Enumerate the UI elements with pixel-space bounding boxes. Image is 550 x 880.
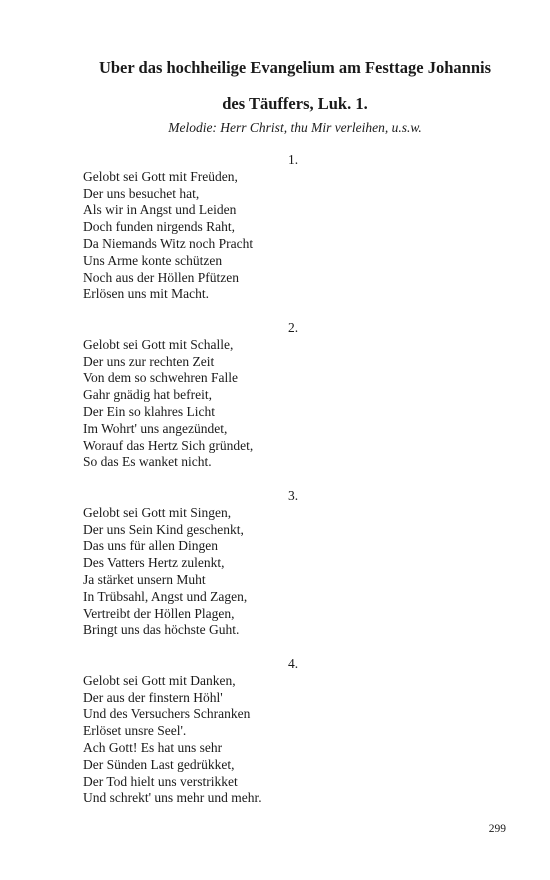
verse-line: Und des Versuchers Schranken: [83, 706, 251, 722]
verse-line: In Trübsahl, Angst und Zagen,: [83, 588, 248, 604]
verse-line: Vertreibt der Höllen Plagen,: [83, 605, 235, 621]
verse-line: Bringt uns das höchste Guht.: [83, 622, 240, 638]
stanza-lines: [83, 337, 253, 471]
hymn-title-line-1: Uber das hochheilige Evangelium am Festtage Johannis: [98, 58, 492, 77]
stanza-lines: [83, 673, 262, 807]
verse-line: Erlösen uns mit Macht.: [83, 286, 209, 302]
verse-line: Der uns Sein Kind geschenkt,: [83, 521, 244, 537]
verse-line: Erlöset unsre Seel'.: [83, 723, 187, 739]
verse-line: Von dem so schwehren Falle: [83, 370, 238, 386]
verse-line: Der Tod hielt uns verstrikket: [83, 773, 238, 789]
verse-line: Der Sünden Last gedrükket,: [83, 756, 235, 772]
stanza-number: 4.: [288, 656, 299, 671]
verse-line: Noch aus der Höllen Pfützen: [83, 269, 239, 285]
verse-line: Der uns zur rechten Zeit: [83, 353, 215, 369]
verse-line: So das Es wanket nicht.: [83, 454, 212, 470]
verse-line: Uns Arme konte schützen: [83, 252, 223, 268]
verse-line: Das uns für allen Dingen: [83, 538, 218, 554]
stanza-number: 2.: [288, 320, 299, 335]
hymn-title-line-2: des Täuffers, Luk. 1.: [222, 94, 368, 113]
verse-line: Und schrekt' uns mehr und mehr.: [83, 790, 262, 806]
verse-line: Ja stärket unsern Muht: [83, 571, 206, 587]
verse-line: Gahr gnädig hat befreit,: [83, 387, 212, 403]
melody-subtitle: Melodie: Herr Christ, thu Mir verleihen, u.s.w.: [168, 120, 422, 135]
verse-line: Der aus der finstern Höhl': [83, 689, 223, 705]
verse-line: Der Ein so klahres Licht: [83, 403, 215, 419]
verse-line: Doch funden nirgends Raht,: [83, 219, 235, 235]
page-number: 299: [488, 823, 506, 835]
verse-line: Gelobt sei Gott mit Schalle,: [83, 336, 234, 352]
verse-line: Worauf das Hertz Sich gründet,: [83, 437, 254, 453]
verse-line: Gelobt sei Gott mit Danken,: [83, 672, 236, 688]
stanza-lines: [83, 169, 253, 303]
verse-line: Des Vatters Hertz zulenkt,: [83, 555, 225, 571]
stanza-lines: [83, 505, 247, 639]
verse-line: Der uns besuchet hat,: [83, 185, 200, 201]
verse-line: Gelobt sei Gott mit Freüden,: [83, 168, 238, 184]
verse-line: Im Wohrt' uns angezündet,: [83, 420, 228, 436]
verse-line: Als wir in Angst und Leiden: [83, 202, 237, 218]
stanza-number: 1.: [288, 152, 299, 167]
verse-line: Ach Gott! Es hat uns sehr: [83, 739, 223, 755]
verse-line: Gelobt sei Gott mit Singen,: [83, 504, 232, 520]
verse-line: Da Niemands Witz noch Pracht: [83, 235, 254, 251]
stanza-number: 3.: [288, 488, 299, 503]
